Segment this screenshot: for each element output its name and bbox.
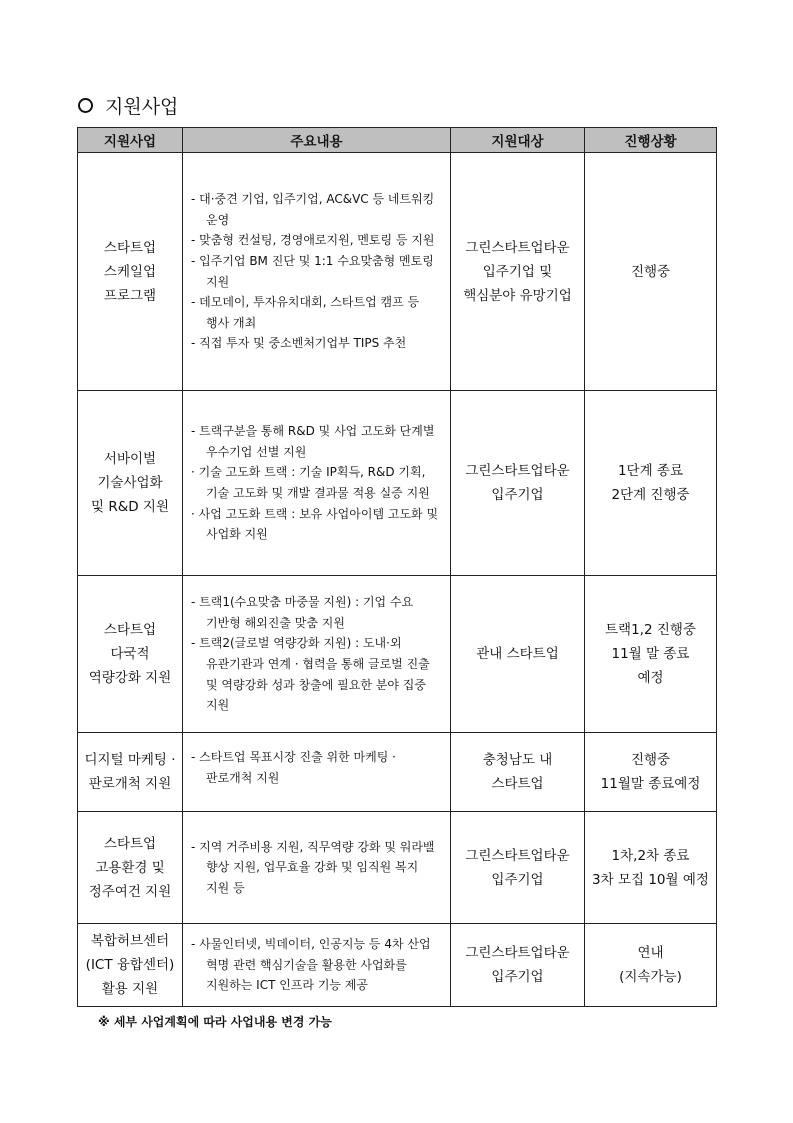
program-line: 다국적 bbox=[110, 646, 150, 662]
program-line: 및 R&D 지원 bbox=[90, 499, 169, 515]
target-cell bbox=[451, 391, 585, 576]
table-row bbox=[78, 733, 717, 812]
details-cell bbox=[183, 924, 451, 1007]
target-line: 입주기업 bbox=[491, 969, 544, 985]
target-line: 관내 스타트업 bbox=[476, 646, 559, 662]
target-line: 그린스타트업타운 bbox=[465, 463, 570, 479]
program-line: (ICT 융합센터) bbox=[85, 957, 175, 973]
program-line: 스케일업 bbox=[103, 263, 157, 280]
program-cell bbox=[78, 153, 183, 391]
program-line: 복합허브센터 bbox=[90, 933, 170, 949]
status-cell bbox=[585, 153, 717, 391]
program-line: 프로그램 bbox=[103, 287, 157, 304]
target-line: 그린스타트업타운 bbox=[465, 847, 570, 864]
detail-item: - 지역 거주비용 지원, 직무역량 강화 및 워라밸 향상 지원, 업무효율 강화 및 임직원 복지 지원 등 bbox=[191, 839, 435, 895]
target-cell bbox=[451, 924, 585, 1007]
status-cell bbox=[585, 812, 717, 924]
target-line: 충청남도 내 bbox=[482, 752, 553, 768]
status-line: 2단계 진행중 bbox=[611, 487, 690, 503]
target-cell bbox=[451, 576, 585, 733]
status-cell bbox=[585, 733, 717, 812]
target-line: 입주기업 및 bbox=[482, 263, 553, 280]
header-program: 지원사업 bbox=[78, 128, 183, 153]
details-cell bbox=[183, 153, 451, 391]
status-line: 연내 bbox=[637, 945, 664, 961]
circle-bullet-icon bbox=[78, 98, 93, 113]
detail-item: - 트랙1(수요맞춤 마중물 지원) : 기업 수요 기반형 해외진출 맞춤 지원 bbox=[191, 595, 414, 630]
program-line: 역량강화 지원 bbox=[88, 670, 172, 686]
footnote: ※ 세부 사업계획에 따라 사업내용 변경 가능 bbox=[98, 1015, 332, 1029]
target-line: 스타트업 bbox=[491, 776, 544, 792]
program-line: 활용 지원 bbox=[101, 981, 159, 997]
detail-item: - 직접 투자 및 중소벤처기업부 TIPS 추천 bbox=[191, 336, 407, 351]
header-status: 진행상황 bbox=[585, 128, 717, 153]
program-line: 정주여건 지원 bbox=[88, 883, 172, 900]
detail-item: - 데모데이, 투자유치대회, 스타트업 캠프 등 행사 개최 bbox=[191, 295, 420, 330]
header-details: 주요내용 bbox=[183, 128, 451, 153]
table-row bbox=[78, 391, 717, 576]
program-line: 고용환경 및 bbox=[95, 859, 165, 876]
detail-item: - 입주기업 BM 진단 및 1:1 수요맞춤형 멘토링 지원 bbox=[191, 253, 434, 289]
status-cell bbox=[585, 924, 717, 1007]
header-target: 지원대상 bbox=[451, 128, 585, 153]
program-cell bbox=[78, 576, 183, 733]
section-title: 지원사업 bbox=[105, 96, 179, 118]
program-cell bbox=[78, 391, 183, 576]
status-cell bbox=[585, 391, 717, 576]
table-header-row bbox=[78, 128, 717, 153]
detail-item: - 맞춤형 컨설팅, 경영애로지원, 멘토링 등 지원 bbox=[191, 233, 435, 248]
section-heading bbox=[78, 92, 178, 119]
program-line: 스타트업 bbox=[103, 239, 157, 256]
status-line: 예정 bbox=[637, 670, 664, 686]
detail-item: · 기술 고도화 트랙 : 기술 IP획득, R&D 기획, 기술 고도화 및 개발 결과물 적용 실증 지원 bbox=[191, 465, 430, 500]
target-line: 핵심분야 유망기업 bbox=[463, 287, 572, 304]
table-row bbox=[78, 576, 717, 733]
status-line: 진행중 bbox=[630, 263, 671, 280]
target-line: 그린스타트업타운 bbox=[465, 945, 570, 961]
detail-item: · 사업 고도화 트랙 : 보유 사업아이템 고도화 및 사업화 지원 bbox=[191, 506, 439, 542]
target-line: 그린스타트업타운 bbox=[465, 239, 570, 256]
status-line: 11월말 종료예정 bbox=[600, 776, 701, 792]
program-cell bbox=[78, 812, 183, 924]
details-cell bbox=[183, 576, 451, 733]
details-cell bbox=[183, 733, 451, 812]
details-cell bbox=[183, 812, 451, 924]
status-line: 트랙1,2 진행중 bbox=[605, 622, 696, 638]
detail-item: - 대·중견 기업, 입주기업, AC&VC 등 네트워킹 운영 bbox=[191, 192, 435, 227]
program-line: 디지털 마케팅 · bbox=[84, 752, 176, 768]
target-line: 입주기업 bbox=[491, 487, 544, 503]
target-cell bbox=[451, 733, 585, 812]
status-line: 11월 말 종료 bbox=[611, 646, 690, 662]
status-line: 1단계 종료 bbox=[617, 463, 684, 479]
table-row bbox=[78, 812, 717, 924]
detail-item: - 사물인터넷, 빅데이터, 인공지능 등 4차 산업 혁명 관련 핵심기술을 활용한 사업화를 지원하는 ICT 인프라 기능 제공 bbox=[191, 937, 431, 993]
program-cell bbox=[78, 924, 183, 1007]
program-line: 판로개척 지원 bbox=[88, 776, 172, 792]
target-cell bbox=[451, 812, 585, 924]
program-line: 스타트업 bbox=[103, 622, 157, 638]
program-line: 스타트업 bbox=[103, 835, 157, 852]
target-cell bbox=[451, 153, 585, 391]
detail-item: - 트랙2(글로벌 역량강화 지원) : 도내·외 유관기관과 연계 · 협력을 통해 글로벌 진출 및 역량강화 성과 창출에 필요한 분야 집중 지원 bbox=[191, 636, 430, 713]
status-cell bbox=[585, 576, 717, 733]
status-line: 1차,2차 종료 bbox=[611, 847, 690, 864]
program-line: 서바이벌 bbox=[103, 451, 157, 467]
detail-item: - 스타트업 목표시장 진출 위한 마케팅 · 판로개척 지원 bbox=[191, 750, 396, 785]
status-line: 진행중 bbox=[630, 752, 671, 768]
status-line: 3차 모집 10월 예정 bbox=[592, 871, 709, 888]
target-line: 입주기업 bbox=[491, 871, 544, 888]
details-cell bbox=[183, 391, 451, 576]
program-cell bbox=[78, 733, 183, 812]
table-row bbox=[78, 924, 717, 1007]
status-line: (지속가능) bbox=[619, 969, 682, 985]
program-line: 기술사업화 bbox=[97, 475, 163, 491]
support-programs-table bbox=[77, 127, 717, 1007]
detail-item: - 트랙구분을 통해 R&D 및 사업 고도화 단계별 우수기업 선별 지원 bbox=[191, 424, 435, 459]
table-row bbox=[78, 153, 717, 391]
